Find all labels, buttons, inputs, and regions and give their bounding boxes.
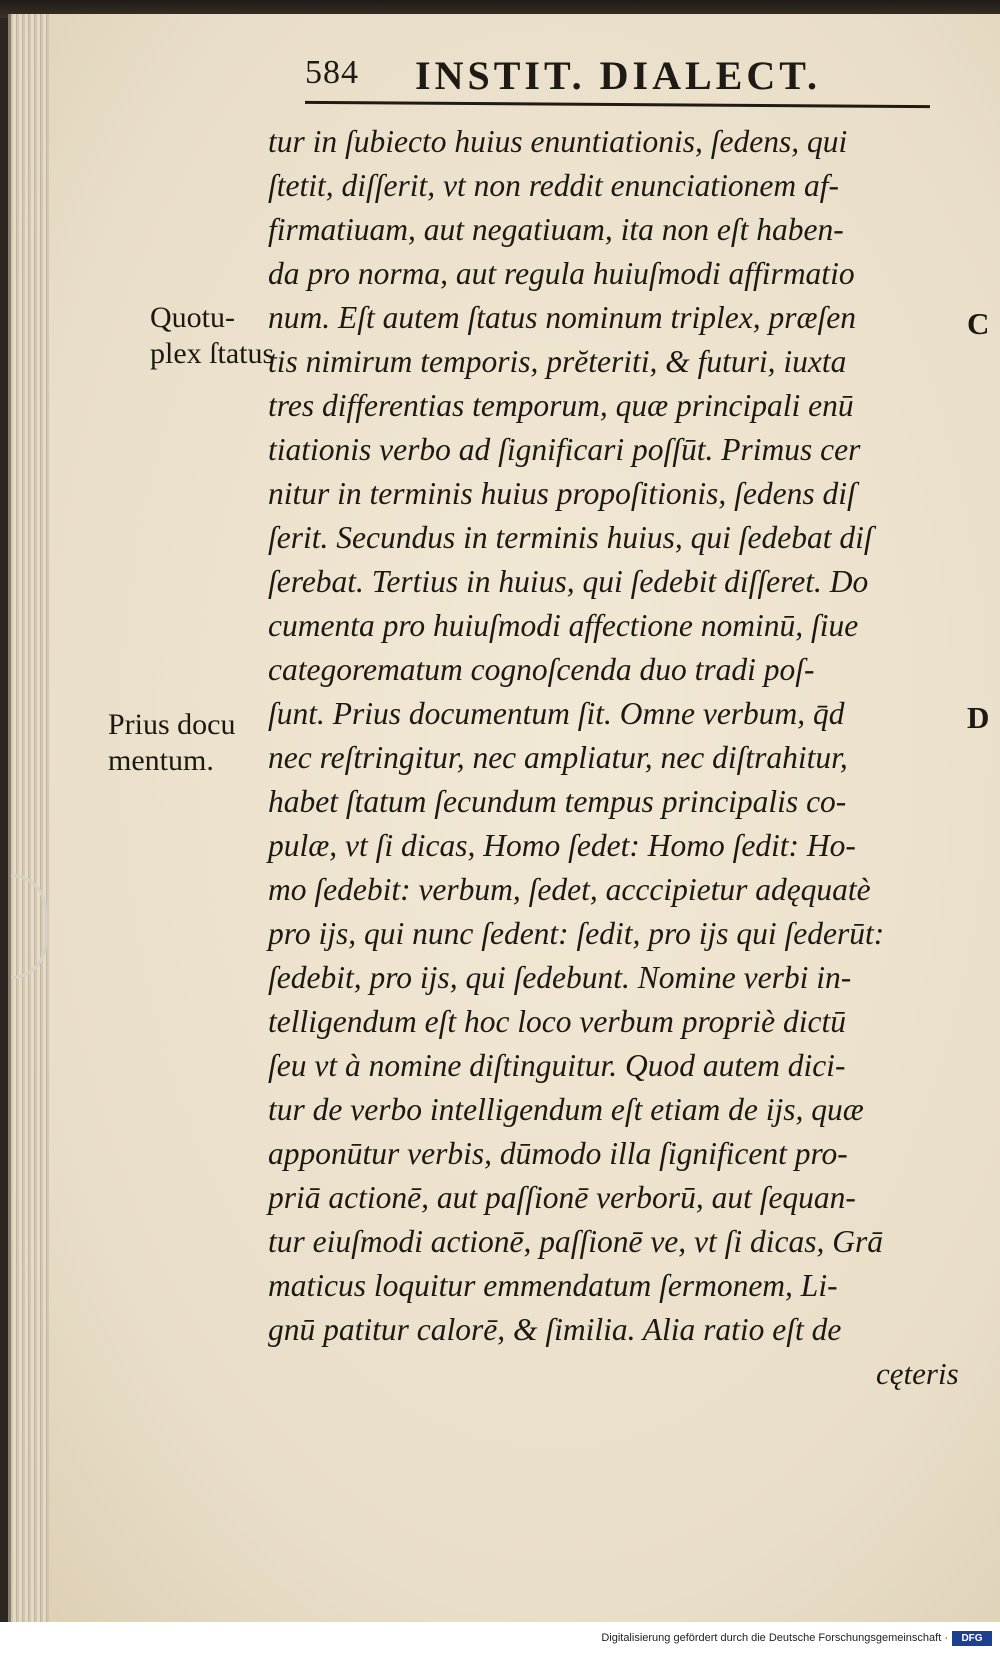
text-line: ſerit. Secundus in terminis huius, qui ſedebat diſ (268, 520, 873, 555)
section-letter-c: C (967, 306, 990, 341)
margin-note-line: Quotu- (150, 301, 235, 334)
text-line: tiationis verbo ad ſignificari poſſūt. Primus cer (268, 432, 861, 467)
text-line: pulæ, vt ſi dicas, Homo ſedet: Homo ſedit: Ho- (268, 828, 856, 863)
page-edges (11, 14, 49, 1622)
text-line: ſunt. Prius documentum ſit. Omne verbum, q̄d (268, 696, 845, 731)
dfg-logo: DFG (952, 1631, 992, 1646)
margin-note-quotuplex (150, 300, 274, 372)
text-line: tis nimirum temporis, prĕteriti, & futuri, iuxta (268, 344, 847, 379)
margin-note-line: Prius docu (108, 708, 236, 741)
text-line: num. Eſt autem ſtatus nominum triplex, præſen (268, 300, 856, 335)
text-line: habet ſtatum ſecundum tempus principalis co- (268, 784, 847, 819)
margin-note-prius (108, 707, 236, 779)
text-line: pro ijs, qui nunc ſedent: ſedit, pro ijs qui ſederūt: (268, 916, 885, 951)
text-line: categorematum cognoſcenda duo tradi poſ- (268, 652, 815, 687)
footer-credit: Digitalisierung gefördert durch die Deutsche Forschungsgemeinschaft · (601, 1632, 948, 1644)
catchword: cęteris (876, 1356, 959, 1391)
text-line: nitur in terminis huius propoſitionis, ſedens diſ (268, 476, 856, 511)
text-line: priā actionē, aut paſſionē verborū, aut ſequan- (268, 1180, 856, 1215)
running-head: INSTIT. DIALECT. (415, 53, 821, 98)
text-line: ſerebat. Tertius in huius, qui ſedebit diſſeret. Do (268, 564, 869, 599)
page-number: 584 (305, 54, 359, 91)
text-line: tur eiuſmodi actionē, paſſionē ve, vt ſi dicas, Grā (268, 1224, 884, 1259)
text-line: maticus loquitur emmendatum ſermonem, Li- (268, 1268, 838, 1303)
text-line: tur de verbo intelligendum eſt etiam de ijs, quæ (268, 1092, 864, 1127)
text-line: gnū patitur calorē, & ſimilia. Alia ratio eſt de (268, 1312, 842, 1347)
text-line: nec reſtringitur, nec ampliatur, nec diſtrahitur, (268, 740, 848, 775)
text-line: tur in ſubiecto huius enuntiationis, ſedens, qui (268, 124, 848, 159)
text-line: tres differentias temporum, quæ principali enū (268, 388, 854, 423)
text-line: cumenta pro huiuſmodi affectione nominū, ſiue (268, 608, 859, 643)
page-header (305, 48, 915, 103)
margin-note-line: mentum. (108, 744, 214, 777)
text-line: ſtetit, diſſerit, vt non reddit enunciationem af- (268, 168, 839, 203)
margin-note-line: plex ſtatus (150, 337, 275, 370)
body-text (268, 120, 968, 1352)
text-line: telligendum eſt hoc loco verbum propriè dictū (268, 1004, 846, 1039)
text-line: apponūtur verbis, dūmodo illa ſignificent pro- (268, 1136, 848, 1171)
text-line: da pro norma, aut regula huiuſmodi affirmatio (268, 256, 855, 291)
text-line: ſeu vt à nomine diſtinguitur. Quod autem dici- (268, 1048, 846, 1083)
text-line: mo ſedebit: verbum, ſedet, acccipietur adęquatè (268, 872, 871, 907)
text-line: ſedebit, pro ijs, qui ſedebunt. Nomine verbi in- (268, 960, 852, 995)
section-letter-d: D (967, 700, 990, 735)
digitization-footer (0, 1622, 1000, 1653)
text-line: firmatiuam, aut negatiuam, ita non eſt haben- (268, 212, 844, 247)
